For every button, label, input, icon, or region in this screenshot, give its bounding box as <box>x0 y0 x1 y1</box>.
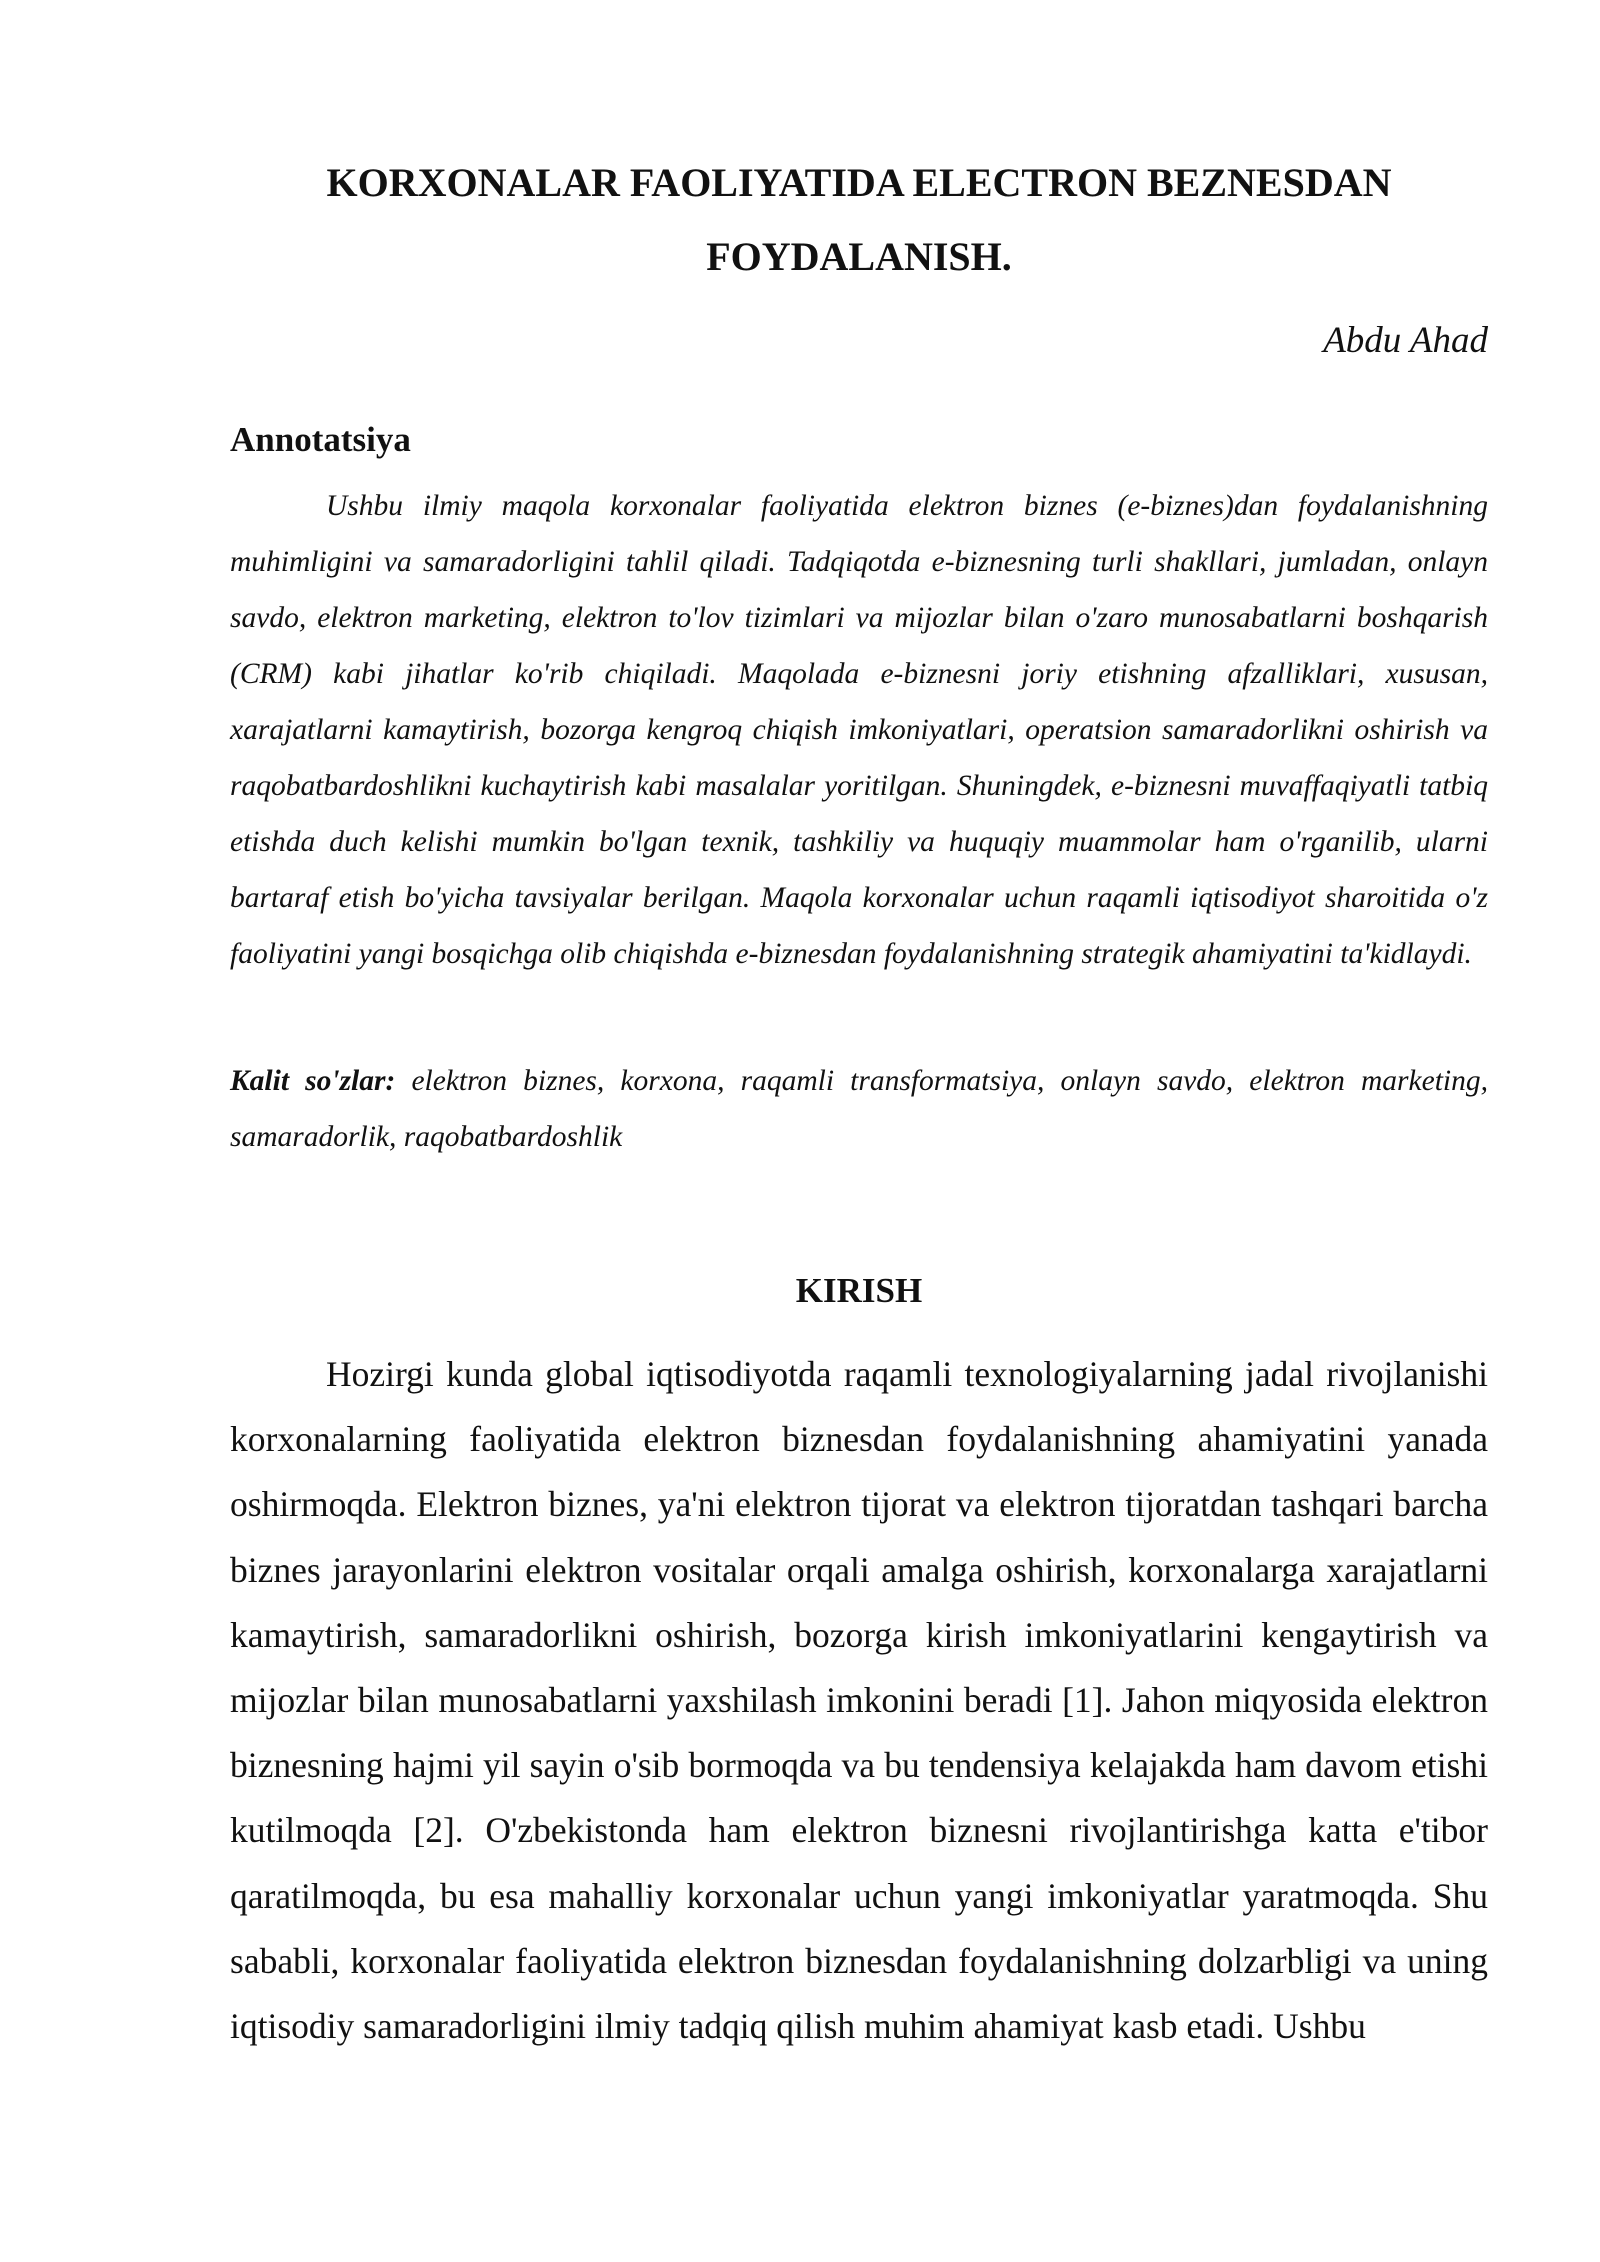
keywords-label: Kalit so'zlar: <box>230 1065 396 1097</box>
keywords-paragraph <box>230 1053 1488 1165</box>
intro-paragraph: Hozirgi kunda global iqtisodiyotda raqamli texnologiyalarning jadal rivojlanishi korxonalarning faoliyatida elektron biznesdan foydalanishning ahamiyatini yanada oshirmoqda. Elektron biznes, ya'ni elektron tijorat va elektron tijoratdan tashqari barcha biznes jarayonlarini elektron vositalar orqali amalga oshirish, korxonalarga xarajatlarni kamaytirish, samaradorlikni oshirish, bozorga kirish imkoniyatlarini kengaytirish va mijozlar bilan munosabatlarni yaxshilash imkonini beradi [1]. Jahon miqyosida elektron biznesning hajmi yil sayin o'sib bormoqda va bu tendensiya kelajakda ham davom etishi kutilmoqda [2]. O'zbekistonda ham elektron biznesni rivojlantirishga katta e'tibor qaratilmoqda, bu esa mahalliy korxonalar uchun yangi imkoniyatlar yaratmoqda. Shu sababli, korxonalar faoliyatida elektron biznesdan foydalanishning dolzarbligi va uning iqtisodiy samaradorligini ilmiy tadqiq qilish muhim ahamiyat kasb etadi. Ushbu <box>230 1354 1488 2047</box>
paper-title: KORXONALAR FAOLIYATIDA ELECTRON BEZNESDAN FOYDALANISH. <box>326 160 1392 279</box>
abstract-heading: Annotatsiya <box>230 420 411 459</box>
abstract-text: Ushbu ilmiy maqola korxonalar faoliyatida elektron biznes (e-biznes)dan foydalanishning muhimligini va samaradorligini tahlil qiladi. Tadqiqotda e-biznesning turli shakllari, jumladan, onlayn savdo, elektron marketing, elektron to'lov tizimlari va mijozlar bilan o'zaro munosabatlarni boshqarish (CRM) kabi jihatlar ko'rib chiqiladi. Maqolada e-biznesni joriy etishning afzalliklari, xususan, xarajatlarni kamaytirish, bozorga kengroq chiqish imkoniyatlari, operatsion samaradorlikni oshirish va raqobatbardoshlikni kuchaytirish kabi masalalar yoritilgan. Shuningdek, e-biznesni muvaffaqiyatli tatbiq etishda duch kelishi mumkin bo'lgan texnik, tashkiliy va huquqiy muammolar ham o'rganilib, ularni bartaraf etish bo'yicha tavsiyalar berilgan. Maqola korxonalar uchun raqamli iqtisodiyot sharoitida o'z faoliyatini yangi bosqichga olib chiqishda e-biznesdan foydalanishning strategik ahamiyatini ta'kidlaydi. <box>230 490 1488 970</box>
keywords-text: elektron biznes, korxona, raqamli transformatsiya, onlayn savdo, elektron marketing, samaradorlik, raqobatbardoshlik <box>230 1065 1488 1153</box>
intro-heading: KIRISH <box>795 1271 923 1310</box>
author-name: Abdu Ahad <box>1323 320 1488 361</box>
